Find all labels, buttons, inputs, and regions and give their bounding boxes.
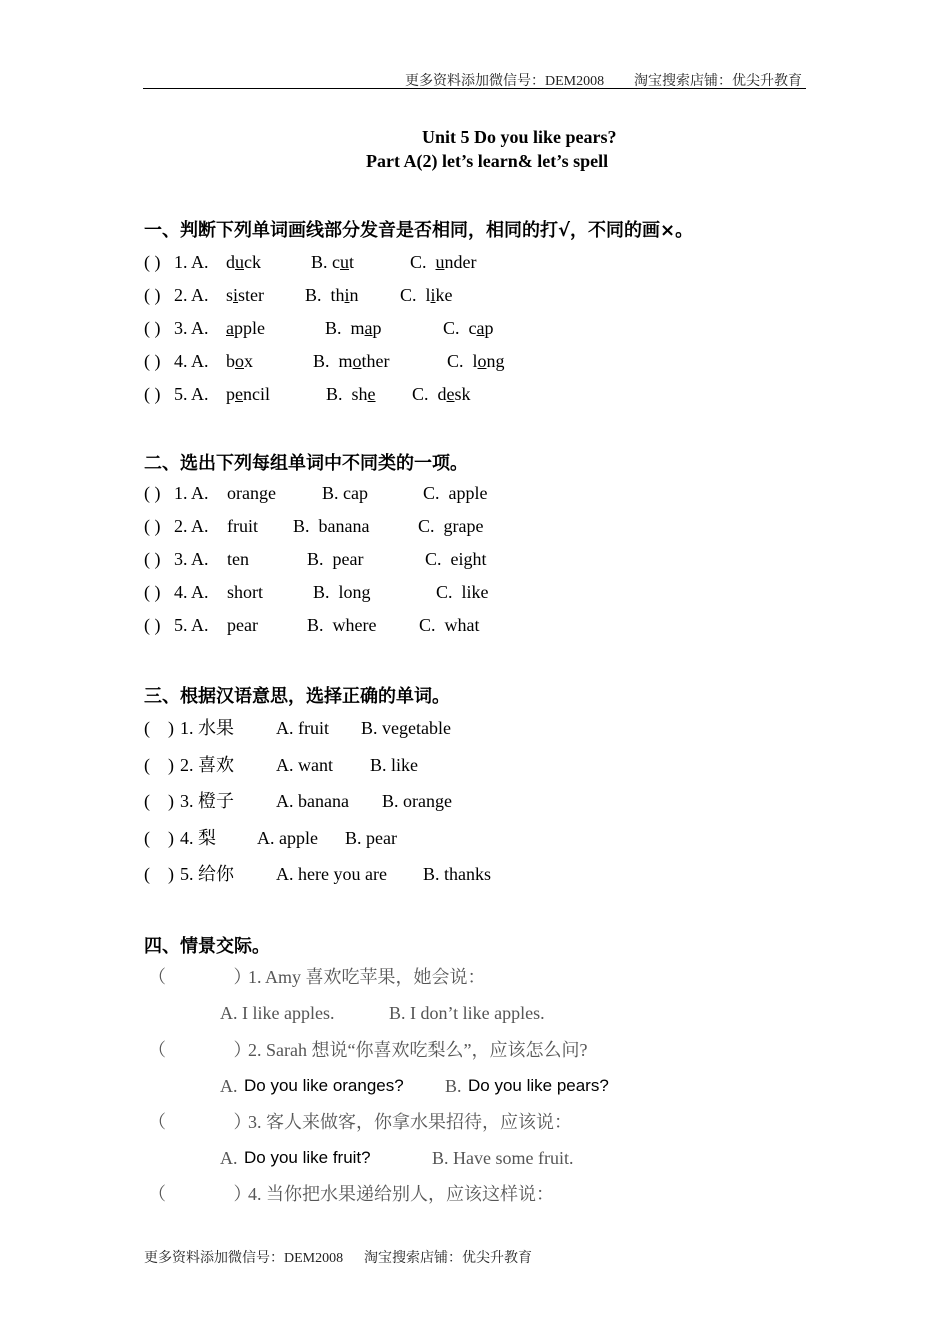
question-number: 3. A.	[174, 549, 209, 569]
section2-question	[0, 613, 950, 637]
option-b: B. where	[307, 615, 377, 635]
section3-question	[0, 716, 950, 740]
option-a: apple	[226, 318, 265, 338]
option-b: B. orange	[382, 791, 452, 811]
option-a: pear	[227, 615, 258, 635]
answer-blank[interactable]: ( )	[144, 615, 161, 635]
answer-blank[interactable]: ( )	[144, 791, 174, 811]
answer-blank[interactable]: （ ）	[148, 1184, 252, 1204]
option-a: orange	[227, 483, 276, 503]
section1-question	[0, 316, 950, 340]
option-b: B. banana	[293, 516, 370, 536]
section2-question	[0, 514, 950, 538]
section2-heading: 二、选出下列每组单词中不同类的一项。	[144, 453, 468, 474]
footer-wechat: 更多资料添加微信号：DEM2008	[144, 1251, 344, 1266]
page-subtitle: Part A(2) let’s learn& let’s spell	[366, 151, 609, 171]
section3-question	[0, 826, 950, 850]
option-b: Do you like pears?	[468, 1076, 609, 1095]
option-c: C. under	[410, 252, 477, 272]
section1-question	[0, 283, 950, 307]
answer-blank[interactable]: ( )	[144, 864, 174, 884]
section4-options	[0, 1074, 950, 1098]
option-b: B. vegetable	[361, 718, 451, 738]
question-number: 4. A.	[174, 351, 209, 371]
question-text: 1. Amy 喜欢吃苹果，她会说：	[248, 967, 486, 987]
option-b: B. map	[325, 318, 382, 338]
answer-blank[interactable]: ( )	[144, 351, 161, 371]
option-a: A. here you are	[276, 864, 387, 884]
answer-blank[interactable]: ( )	[144, 755, 174, 775]
option-b: B. long	[313, 582, 371, 602]
answer-blank[interactable]: ( )	[144, 483, 161, 503]
option-b: B. pear	[345, 828, 397, 848]
option-a: duck	[226, 252, 261, 272]
option-a-label: A.	[220, 1076, 238, 1096]
header-rule	[143, 88, 806, 89]
section4-question	[0, 1182, 950, 1206]
option-b: B. I don’t like apples.	[389, 1003, 545, 1023]
option-a-label: A.	[220, 1148, 238, 1168]
answer-blank[interactable]: （ ）	[148, 1040, 252, 1060]
section4-question	[0, 965, 950, 989]
question-text: 3. 客人来做客，你拿水果招待，应该说：	[248, 1112, 572, 1132]
question-text: 4. 当你把水果递给别人，应该这样说：	[248, 1184, 554, 1204]
question-number: 2. A.	[174, 285, 209, 305]
header-taobao: 淘宝搜索店铺：优尖升教育	[634, 74, 802, 89]
option-c: C. desk	[412, 384, 471, 404]
option-c: C. cap	[443, 318, 494, 338]
question-number: 1. 水果	[180, 718, 234, 738]
option-b: B. she	[326, 384, 376, 404]
option-a: short	[227, 582, 263, 602]
option-b: B. thanks	[423, 864, 492, 884]
option-b: B. like	[370, 755, 418, 775]
option-c: C. apple	[423, 483, 488, 503]
option-a: ten	[227, 549, 249, 569]
section3-heading: 三、根据汉语意思，选择正确的单词。	[144, 686, 450, 707]
answer-blank[interactable]: ( )	[144, 718, 174, 738]
option-b: B. cut	[311, 252, 355, 272]
section1-question	[0, 250, 950, 274]
option-b: B. cap	[322, 483, 368, 503]
section2-question	[0, 481, 950, 505]
question-number: 1. A.	[174, 252, 209, 272]
question-number: 5. A.	[174, 384, 209, 404]
section4-options	[0, 1146, 950, 1170]
question-text: 2. Sarah 想说“你喜欢吃梨么”，应该怎么问?	[248, 1040, 588, 1060]
option-a: A. apple	[257, 828, 318, 848]
option-c: C. long	[447, 351, 505, 371]
section4-question	[0, 1038, 950, 1062]
question-number: 1. A.	[174, 483, 209, 503]
option-b-label: B.	[445, 1076, 462, 1096]
question-number: 4. 梨	[180, 828, 216, 848]
answer-blank[interactable]: ( )	[144, 285, 161, 305]
section3-question	[0, 862, 950, 886]
section3-question	[0, 789, 950, 813]
page-title: Unit 5 Do you like pears?	[422, 127, 617, 147]
question-number: 4. A.	[174, 582, 209, 602]
option-b: B. Have some fruit.	[432, 1148, 574, 1168]
option-b: B. mother	[313, 351, 390, 371]
header-wechat: 更多资料添加微信号：DEM2008	[405, 74, 605, 89]
option-a: A. want	[276, 755, 333, 775]
option-a: pencil	[226, 384, 270, 404]
option-c: C. like	[436, 582, 489, 602]
section4-options	[0, 1001, 950, 1025]
section3-question	[0, 753, 950, 777]
option-a: A. I like apples.	[220, 1003, 335, 1023]
option-c: C. grape	[418, 516, 484, 536]
footer-taobao: 淘宝搜索店铺：优尖升教育	[364, 1251, 532, 1266]
option-c: C. what	[419, 615, 480, 635]
section2-question	[0, 580, 950, 604]
option-a: A. banana	[276, 791, 349, 811]
answer-blank[interactable]: ( )	[144, 252, 161, 272]
answer-blank[interactable]: ( )	[144, 582, 161, 602]
option-a: fruit	[227, 516, 258, 536]
section4-question	[0, 1110, 950, 1134]
section2-question	[0, 547, 950, 571]
answer-blank[interactable]: ( )	[144, 516, 161, 536]
answer-blank[interactable]: ( )	[144, 318, 161, 338]
question-number: 2. 喜欢	[180, 755, 234, 775]
answer-blank[interactable]: ( )	[144, 384, 161, 404]
option-b: B. thin	[305, 285, 359, 305]
option-c: C. like	[400, 285, 453, 305]
section4-heading: 四、情景交际。	[144, 936, 270, 957]
option-a: box	[226, 351, 253, 371]
answer-blank[interactable]: ( )	[144, 549, 161, 569]
section1-question	[0, 349, 950, 373]
question-number: 3. A.	[174, 318, 209, 338]
option-a: Do you like oranges?	[244, 1076, 404, 1095]
option-a: sister	[226, 285, 265, 305]
question-number: 2. A.	[174, 516, 209, 536]
question-number: 3. 橙子	[180, 791, 234, 811]
question-number: 5. 给你	[180, 864, 234, 884]
section1-question	[0, 382, 950, 406]
section1-heading: 一、判断下列单词画线部分发音是否相同，相同的打√，不同的画×。	[144, 220, 694, 241]
answer-blank[interactable]: （ ）	[148, 1112, 252, 1132]
option-a: Do you like fruit?	[244, 1148, 371, 1167]
answer-blank[interactable]: ( )	[144, 828, 174, 848]
question-number: 5. A.	[174, 615, 209, 635]
answer-blank[interactable]: （ ）	[148, 967, 252, 987]
option-b: B. pear	[307, 549, 364, 569]
option-a: A. fruit	[276, 718, 329, 738]
option-c: C. eight	[425, 549, 487, 569]
